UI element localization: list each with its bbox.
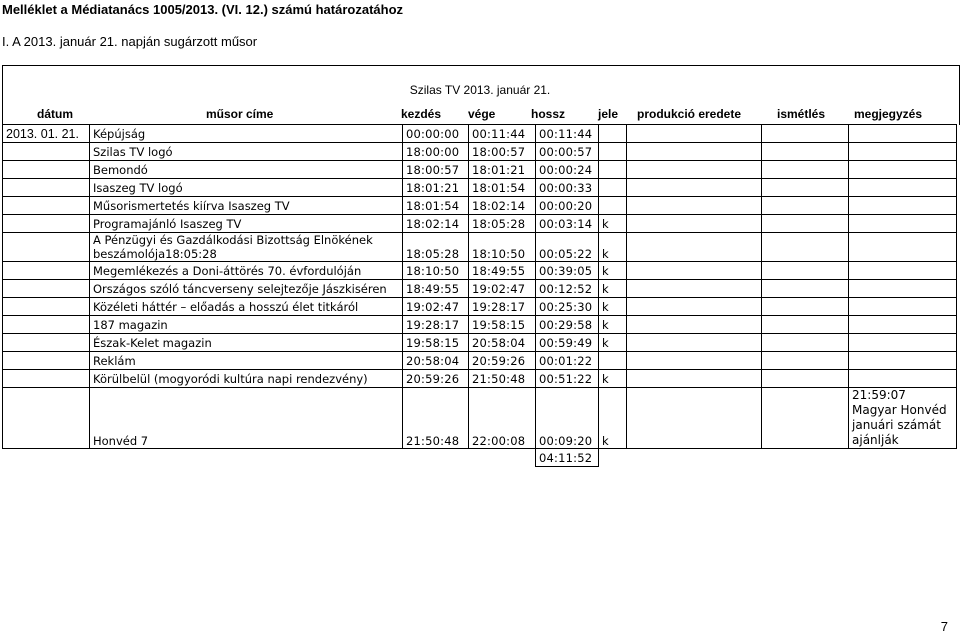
cell-origin <box>627 298 762 316</box>
cell-repeat <box>762 125 849 143</box>
cell-start: 18:49:55 <box>403 280 469 298</box>
page-number: 7 <box>940 619 948 634</box>
cell-origin <box>627 215 762 233</box>
cell-mark <box>599 352 627 370</box>
empty-cell <box>403 449 469 467</box>
col-title: műsor címe <box>206 107 274 121</box>
cell-dur: 00:09:20 <box>536 388 599 449</box>
col-note: megjegyzés <box>854 107 923 121</box>
table-row <box>3 280 957 298</box>
cell-date <box>3 370 90 388</box>
cell-start: 18:10:50 <box>403 262 469 280</box>
cell-repeat <box>762 352 849 370</box>
col-duration: hossz <box>531 107 566 121</box>
cell-title: Reklám <box>90 352 403 370</box>
total-duration: 04:11:52 <box>536 449 599 467</box>
cell-date <box>3 352 90 370</box>
cell-note <box>849 280 957 298</box>
cell-title: Programajánló Isaszeg TV <box>90 215 403 233</box>
cell-start: 18:00:00 <box>403 143 469 161</box>
cell-title: Honvéd 7 <box>90 388 403 449</box>
cell-mark: k <box>599 262 627 280</box>
cell-mark: k <box>599 334 627 352</box>
cell-note <box>849 197 957 215</box>
cell-repeat <box>762 179 849 197</box>
cell-note <box>849 370 957 388</box>
cell-repeat <box>762 280 849 298</box>
cell-origin <box>627 280 762 298</box>
cell-title: Műsorismertetés kiírva Isaszeg TV <box>90 197 403 215</box>
cell-end: 18:05:28 <box>469 215 536 233</box>
cell-start: 19:02:47 <box>403 298 469 316</box>
cell-mark: k <box>599 316 627 334</box>
cell-repeat <box>762 143 849 161</box>
cell-mark <box>599 197 627 215</box>
cell-date <box>3 262 90 280</box>
cell-title: Megemlékezés a Doni-áttörés 70. évfordulóján <box>90 262 403 280</box>
cell-dur: 00:59:49 <box>536 334 599 352</box>
cell-dur: 00:00:33 <box>536 179 599 197</box>
col-origin: produkció eredete <box>637 107 742 121</box>
cell-dur: 00:05:22 <box>536 233 599 262</box>
cell-title: Észak-Kelet magazin <box>90 334 403 352</box>
cell-end: 21:50:48 <box>469 370 536 388</box>
cell-mark <box>599 125 627 143</box>
cell-title: Közéleti háttér – előadás a hosszú élet titkáról <box>90 298 403 316</box>
empty-cell <box>849 449 957 467</box>
cell-repeat <box>762 262 849 280</box>
cell-origin <box>627 179 762 197</box>
cell-end: 18:01:21 <box>469 161 536 179</box>
cell-repeat <box>762 370 849 388</box>
cell-start: 20:58:04 <box>403 352 469 370</box>
cell-date <box>3 143 90 161</box>
cell-mark <box>599 179 627 197</box>
cell-note <box>849 215 957 233</box>
cell-dur: 00:01:22 <box>536 352 599 370</box>
table-row <box>3 179 957 197</box>
cell-date <box>3 179 90 197</box>
cell-origin <box>627 262 762 280</box>
cell-note <box>849 143 957 161</box>
schedule-table <box>2 124 957 467</box>
cell-origin <box>627 125 762 143</box>
cell-repeat <box>762 388 849 449</box>
cell-date: 2013. 01. 21. <box>3 125 90 143</box>
cell-origin <box>627 388 762 449</box>
cell-note <box>849 233 957 262</box>
cell-note: 21:59:07 Magyar Honvéd januári számát ajánlják <box>849 388 957 449</box>
cell-repeat <box>762 197 849 215</box>
cell-date <box>3 334 90 352</box>
empty-cell <box>627 449 762 467</box>
cell-date <box>3 280 90 298</box>
table-row <box>3 125 957 143</box>
cell-note <box>849 161 957 179</box>
cell-end: 19:02:47 <box>469 280 536 298</box>
cell-title: 187 magazin <box>90 316 403 334</box>
cell-note <box>849 334 957 352</box>
empty-cell <box>762 449 849 467</box>
cell-end: 20:59:26 <box>469 352 536 370</box>
cell-repeat <box>762 316 849 334</box>
cell-note <box>849 179 957 197</box>
cell-dur: 00:29:58 <box>536 316 599 334</box>
table-row <box>3 388 957 449</box>
cell-origin <box>627 352 762 370</box>
empty-cell <box>469 449 536 467</box>
cell-start: 18:05:28 <box>403 233 469 262</box>
cell-dur: 00:12:52 <box>536 280 599 298</box>
table-row <box>3 161 957 179</box>
table-title: Szilas TV 2013. január 21. <box>409 83 551 97</box>
cell-note <box>849 352 957 370</box>
table-row <box>3 197 957 215</box>
cell-end: 18:49:55 <box>469 262 536 280</box>
cell-end: 18:01:54 <box>469 179 536 197</box>
cell-start: 20:59:26 <box>403 370 469 388</box>
cell-title: Körülbelül (mogyoródi kultúra napi rendezvény) <box>90 370 403 388</box>
cell-repeat <box>762 161 849 179</box>
col-repeat: ismétlés <box>777 107 826 121</box>
cell-repeat <box>762 334 849 352</box>
empty-cell <box>599 449 627 467</box>
col-mark: jele <box>598 107 619 121</box>
cell-dur: 00:51:22 <box>536 370 599 388</box>
empty-cell <box>3 449 90 467</box>
cell-date <box>3 215 90 233</box>
cell-note <box>849 262 957 280</box>
cell-title: Isaszeg TV logó <box>90 179 403 197</box>
cell-dur: 00:00:57 <box>536 143 599 161</box>
cell-title: A Pénzügyi és Gazdálkodási Bizottság Elnökének beszámolója18:05:28 <box>90 233 403 262</box>
cell-end: 18:02:14 <box>469 197 536 215</box>
table-row <box>3 262 957 280</box>
cell-start: 18:01:21 <box>403 179 469 197</box>
cell-origin <box>627 143 762 161</box>
table-row <box>3 334 957 352</box>
cell-dur: 00:00:24 <box>536 161 599 179</box>
cell-start: 00:00:00 <box>403 125 469 143</box>
cell-mark: k <box>599 298 627 316</box>
table-row <box>3 143 957 161</box>
table-row <box>3 215 957 233</box>
cell-end: 19:58:15 <box>469 316 536 334</box>
cell-date <box>3 316 90 334</box>
cell-start: 18:00:57 <box>403 161 469 179</box>
cell-date <box>3 298 90 316</box>
cell-end: 22:00:08 <box>469 388 536 449</box>
cell-end: 00:11:44 <box>469 125 536 143</box>
cell-mark <box>599 143 627 161</box>
cell-note <box>849 316 957 334</box>
cell-start: 19:28:17 <box>403 316 469 334</box>
table-row <box>3 370 957 388</box>
cell-origin <box>627 233 762 262</box>
cell-dur: 00:11:44 <box>536 125 599 143</box>
col-start: kezdés <box>401 107 442 121</box>
col-end: vége <box>468 107 496 121</box>
cell-dur: 00:00:20 <box>536 197 599 215</box>
cell-end: 18:00:57 <box>469 143 536 161</box>
cell-end: 18:10:50 <box>469 233 536 262</box>
cell-date <box>3 197 90 215</box>
cell-mark: k <box>599 215 627 233</box>
cell-note <box>849 298 957 316</box>
cell-dur: 00:39:05 <box>536 262 599 280</box>
cell-origin <box>627 316 762 334</box>
document-heading: Melléklet a Médiatanács 1005/2013. (VI. 12.) számú határozatához <box>2 2 404 17</box>
empty-cell <box>90 449 403 467</box>
cell-origin <box>627 197 762 215</box>
cell-note <box>849 125 957 143</box>
col-date: dátum <box>37 107 73 121</box>
cell-start: 19:58:15 <box>403 334 469 352</box>
cell-end: 20:58:04 <box>469 334 536 352</box>
cell-origin <box>627 370 762 388</box>
cell-date <box>3 161 90 179</box>
cell-origin <box>627 334 762 352</box>
table-row <box>3 352 957 370</box>
cell-dur: 00:03:14 <box>536 215 599 233</box>
cell-title: Országos szóló táncverseny selejtezője Jászkiséren <box>90 280 403 298</box>
cell-repeat <box>762 233 849 262</box>
cell-dur: 00:25:30 <box>536 298 599 316</box>
cell-origin <box>627 161 762 179</box>
cell-mark: k <box>599 233 627 262</box>
document-subheading: I. A 2013. január 21. napján sugárzott műsor <box>2 34 258 49</box>
cell-title: Képújság <box>90 125 403 143</box>
cell-end: 19:28:17 <box>469 298 536 316</box>
cell-mark <box>599 161 627 179</box>
cell-mark: k <box>599 280 627 298</box>
table-row <box>3 316 957 334</box>
table-row <box>3 233 957 262</box>
cell-date <box>3 388 90 449</box>
cell-title: Szilas TV logó <box>90 143 403 161</box>
cell-title: Bemondó <box>90 161 403 179</box>
cell-mark: k <box>599 388 627 449</box>
total-row <box>3 449 957 467</box>
cell-repeat <box>762 215 849 233</box>
cell-repeat <box>762 298 849 316</box>
cell-start: 21:50:48 <box>403 388 469 449</box>
cell-mark: k <box>599 370 627 388</box>
cell-start: 18:01:54 <box>403 197 469 215</box>
cell-date <box>3 233 90 262</box>
table-row <box>3 298 957 316</box>
cell-start: 18:02:14 <box>403 215 469 233</box>
